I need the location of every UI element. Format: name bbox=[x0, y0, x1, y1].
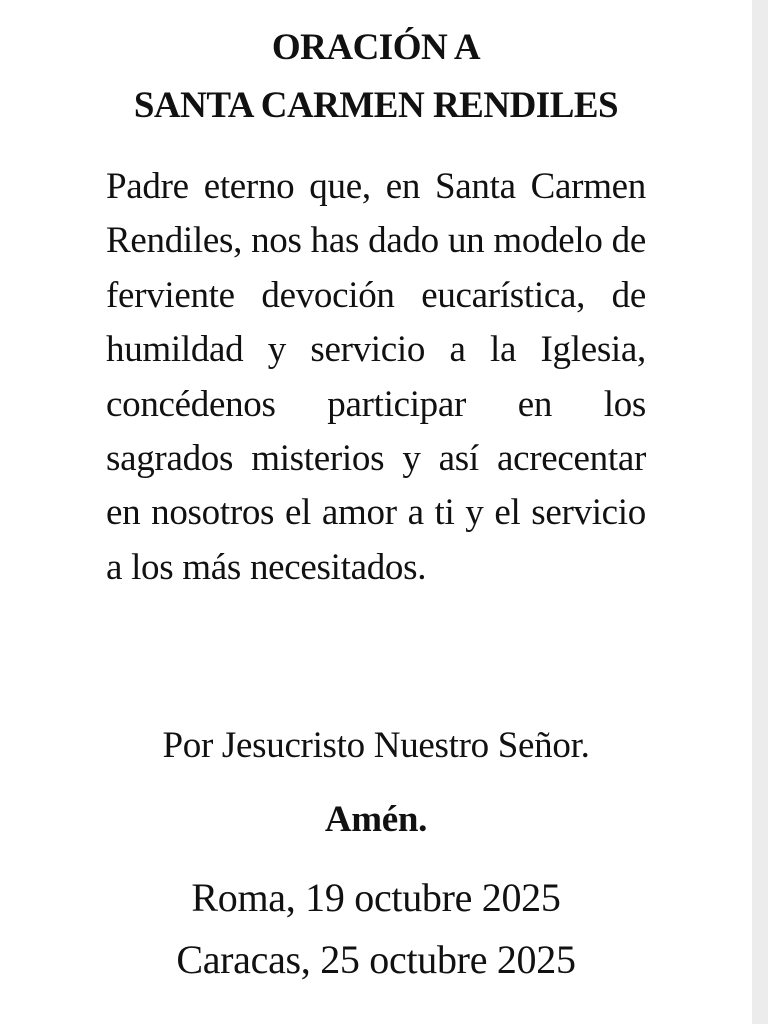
place-date-caracas: Caracas, 25 octubre 2025 bbox=[176, 937, 576, 982]
page-edge bbox=[752, 0, 768, 1024]
title-line-1: ORACIÓN A bbox=[271, 27, 481, 68]
amen-line: Amén. bbox=[324, 799, 428, 840]
closing-line: Por Jesucristo Nuestro Señor. bbox=[162, 725, 590, 766]
title-line-2: SANTA CARMEN RENDILES bbox=[133, 85, 619, 126]
prayer-text: Padre eterno que, en Santa Carmen Rendiles, nos has dado un modelo de ferviente devoción eucarística, de humildad y servicio a la Iglesia, concédenos participar en los sagrados misterios y así acrecentar en nosotros el amor a ti y el servicio a los más necesitados. bbox=[106, 166, 646, 588]
place-date-rome: Roma, 19 octubre 2025 bbox=[191, 875, 561, 920]
